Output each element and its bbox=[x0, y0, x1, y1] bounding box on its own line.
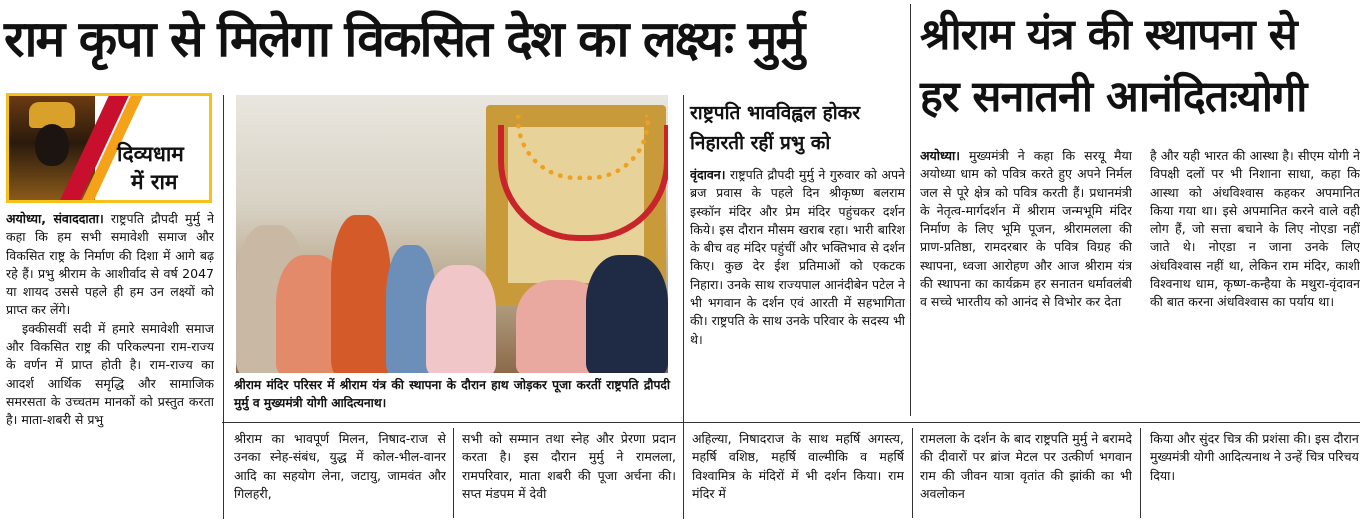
news-photo bbox=[236, 95, 668, 373]
dateline: वृंदावन। bbox=[690, 167, 726, 182]
article-column: श्रीराम का भावपूर्ण मिलन, निषाद-राज से उनका स्नेह-संबंध, युद्ध में कोल-भील-वानर आदि का सहयोग लेना, जटायु, जामवंत और गिलहरी, bbox=[234, 431, 446, 501]
side-story-headline: राष्ट्रपति भावविह्वल होकर निहारती रहीं प्रभु को bbox=[690, 102, 860, 154]
article-paragraph: मुख्यमंत्री ने कहा कि सरयू मैया अयोध्या धाम को पवित्र करते हुए अपने निर्मल जल से पूरे क्षेत्र को पवित्र करती हैं। प्रधानमंत्री के नेतृत्व-मार्गदर्शन में श्रीराम जन्मभूमि मंदिर निर्माण के लिए भूमि पूजन, श्रीरामलला की प्राण-प्रतिष्ठा, रामदरबार के पवित्र विग्रह की स्थापना, ध्वजा आरोहण और आज श्रीराम यंत्र की स्थापना का कार्यक्रम हर सनातन धर्मावलंबी व सच्चे भारतीय को आनंद से विभोर कर देता bbox=[920, 148, 1132, 310]
side-story bbox=[690, 98, 905, 406]
article-paragraph: राष्ट्रपति द्रौपदी मुर्मु ने गुरुवार को अपने ब्रज प्रवास के पहले दिन श्रीकृष्ण बलराम इस्कॉन मंदिर और प्रेम मंदिर पहुंचकर दर्शन किये। इस दौरान मौसम खराब रहा। भारी बारिश के बीच वह मंदिर पहुंचीं और भक्तिभाव से दर्शन किए। कुछ देर ईश प्रतिमाओं को एकटक निहारा। उनके साथ राज्यपाल आनंदीबेन पटेल ने भी भगवान के दर्शन एवं आरती में सहभागिता की। राष्ट्रपति के साथ उनके परिवार के सदस्य भी थे। bbox=[690, 167, 905, 347]
article-column: किया और सुंदर चित्र की प्रशंसा की। इस दौरान मुख्यमंत्री योगी आदित्यनाथ ने उन्हें चित्र परिचय दिया। bbox=[1150, 431, 1359, 483]
column-divider bbox=[683, 95, 684, 519]
article-paragraph: इक्कीसवीं सदी में हमारे समावेशी समाज और विकसित राष्ट्र की परिकल्पना राम-राज्य के वर्णन में प्राप्त होती है। राम-राज्य का आदर्श आर्थिक समृद्धि और सामाजिक समरसता के उच्चतम मानकों को प्रस्तुत करता है। माता-शबरी से प्रभु bbox=[6, 320, 214, 428]
left-column-text bbox=[6, 210, 214, 520]
right-headline bbox=[920, 4, 1360, 128]
dateline: अयोध्या, संवाददाता। bbox=[6, 211, 104, 226]
column-divider bbox=[1140, 428, 1141, 518]
column-divider bbox=[912, 428, 913, 518]
right-headline-line2: हर सनातनी आनंदितःयोगी bbox=[920, 72, 1307, 122]
column-divider bbox=[910, 4, 911, 416]
side-story-text bbox=[690, 166, 905, 406]
article-column: रामलला के दर्शन के बाद राष्ट्रपति मुर्मु ने बरामदे की दीवारों पर ब्रांज मेटल पर उत्कीर्ण भगवान राम की जीवन यात्रा वृतांत की झांकी का भी अवलोकन bbox=[920, 431, 1132, 501]
right-story-column-2: है और यही भारत की आस्था है। सीएम योगी ने विपक्षी दलों पर भी निशाना साधा, कहा कि आस्था को अंधविश्वास कहकर अपमानित किया गया था। इसे अपमानित करने वाले वही लोग हैं, जो सत्ता बचाने के लिए नोएडा नहीं जाते थे। नोएडा न जाना उनके लिए अंधविश्वास नहीं था, लेकिन राम मंदिर, काशी विश्वनाथ धाम, कृष्ण-कन्हैया के मथुरा-वृंदावन की बात करना अंधविश्वास का पर्याय था। bbox=[1150, 148, 1360, 310]
main-headline: राम कृपा से मिलेगा विकसित देश का लक्ष्यः मुर्मु bbox=[4, 10, 804, 68]
right-headline-line1: श्रीराम यंत्र की स्थापना से bbox=[920, 10, 1297, 60]
logo-title: दिव्यधाम में राम bbox=[117, 142, 184, 194]
column-divider bbox=[453, 428, 454, 518]
article-column: सभी को सम्मान तथा स्नेह और प्रेरणा प्रदान करता है। इस दौरान मुर्मु ने रामलला, रामपरिवार, माता शबरी की पूजा अर्चना की। सप्त मंडपम में देवी bbox=[462, 431, 676, 501]
photo-caption: श्रीराम मंदिर परिसर में श्रीराम यंत्र की स्थापना के दौरान हाथ जोड़कर पूजा करतीं राष्ट्रपति द्रौपदी मुर्मु व मुख्यमंत्री योगी आदित्यनाथ। bbox=[234, 378, 670, 410]
column-divider bbox=[223, 95, 224, 519]
article-paragraph: राष्ट्रपति द्रौपदी मुर्मु ने कहा कि हम सभी समावेशी समाज और विकसित राष्ट्र के निर्माण की दिशा में आगे बढ़ रहे हैं। प्रभु श्रीराम के आशीर्वाद से वर्ष 2047 या शायद उससे पहले ही हम उन लक्ष्यों को प्राप्त कर लेंगे। bbox=[6, 211, 214, 318]
dateline: अयोध्या। bbox=[920, 148, 960, 163]
article-column: अहिल्या, निषादराज के साथ महर्षि अगस्त्य, महर्षि वशिष्ठ, महर्षि वाल्मीकि व महर्षि विश्वामित्र के मंदिरों में भी दर्शन किया। राम मंदिर में bbox=[692, 431, 904, 501]
divya-dham-logo bbox=[6, 93, 212, 203]
section-divider bbox=[222, 422, 1360, 423]
right-story-column-1 bbox=[920, 147, 1132, 409]
